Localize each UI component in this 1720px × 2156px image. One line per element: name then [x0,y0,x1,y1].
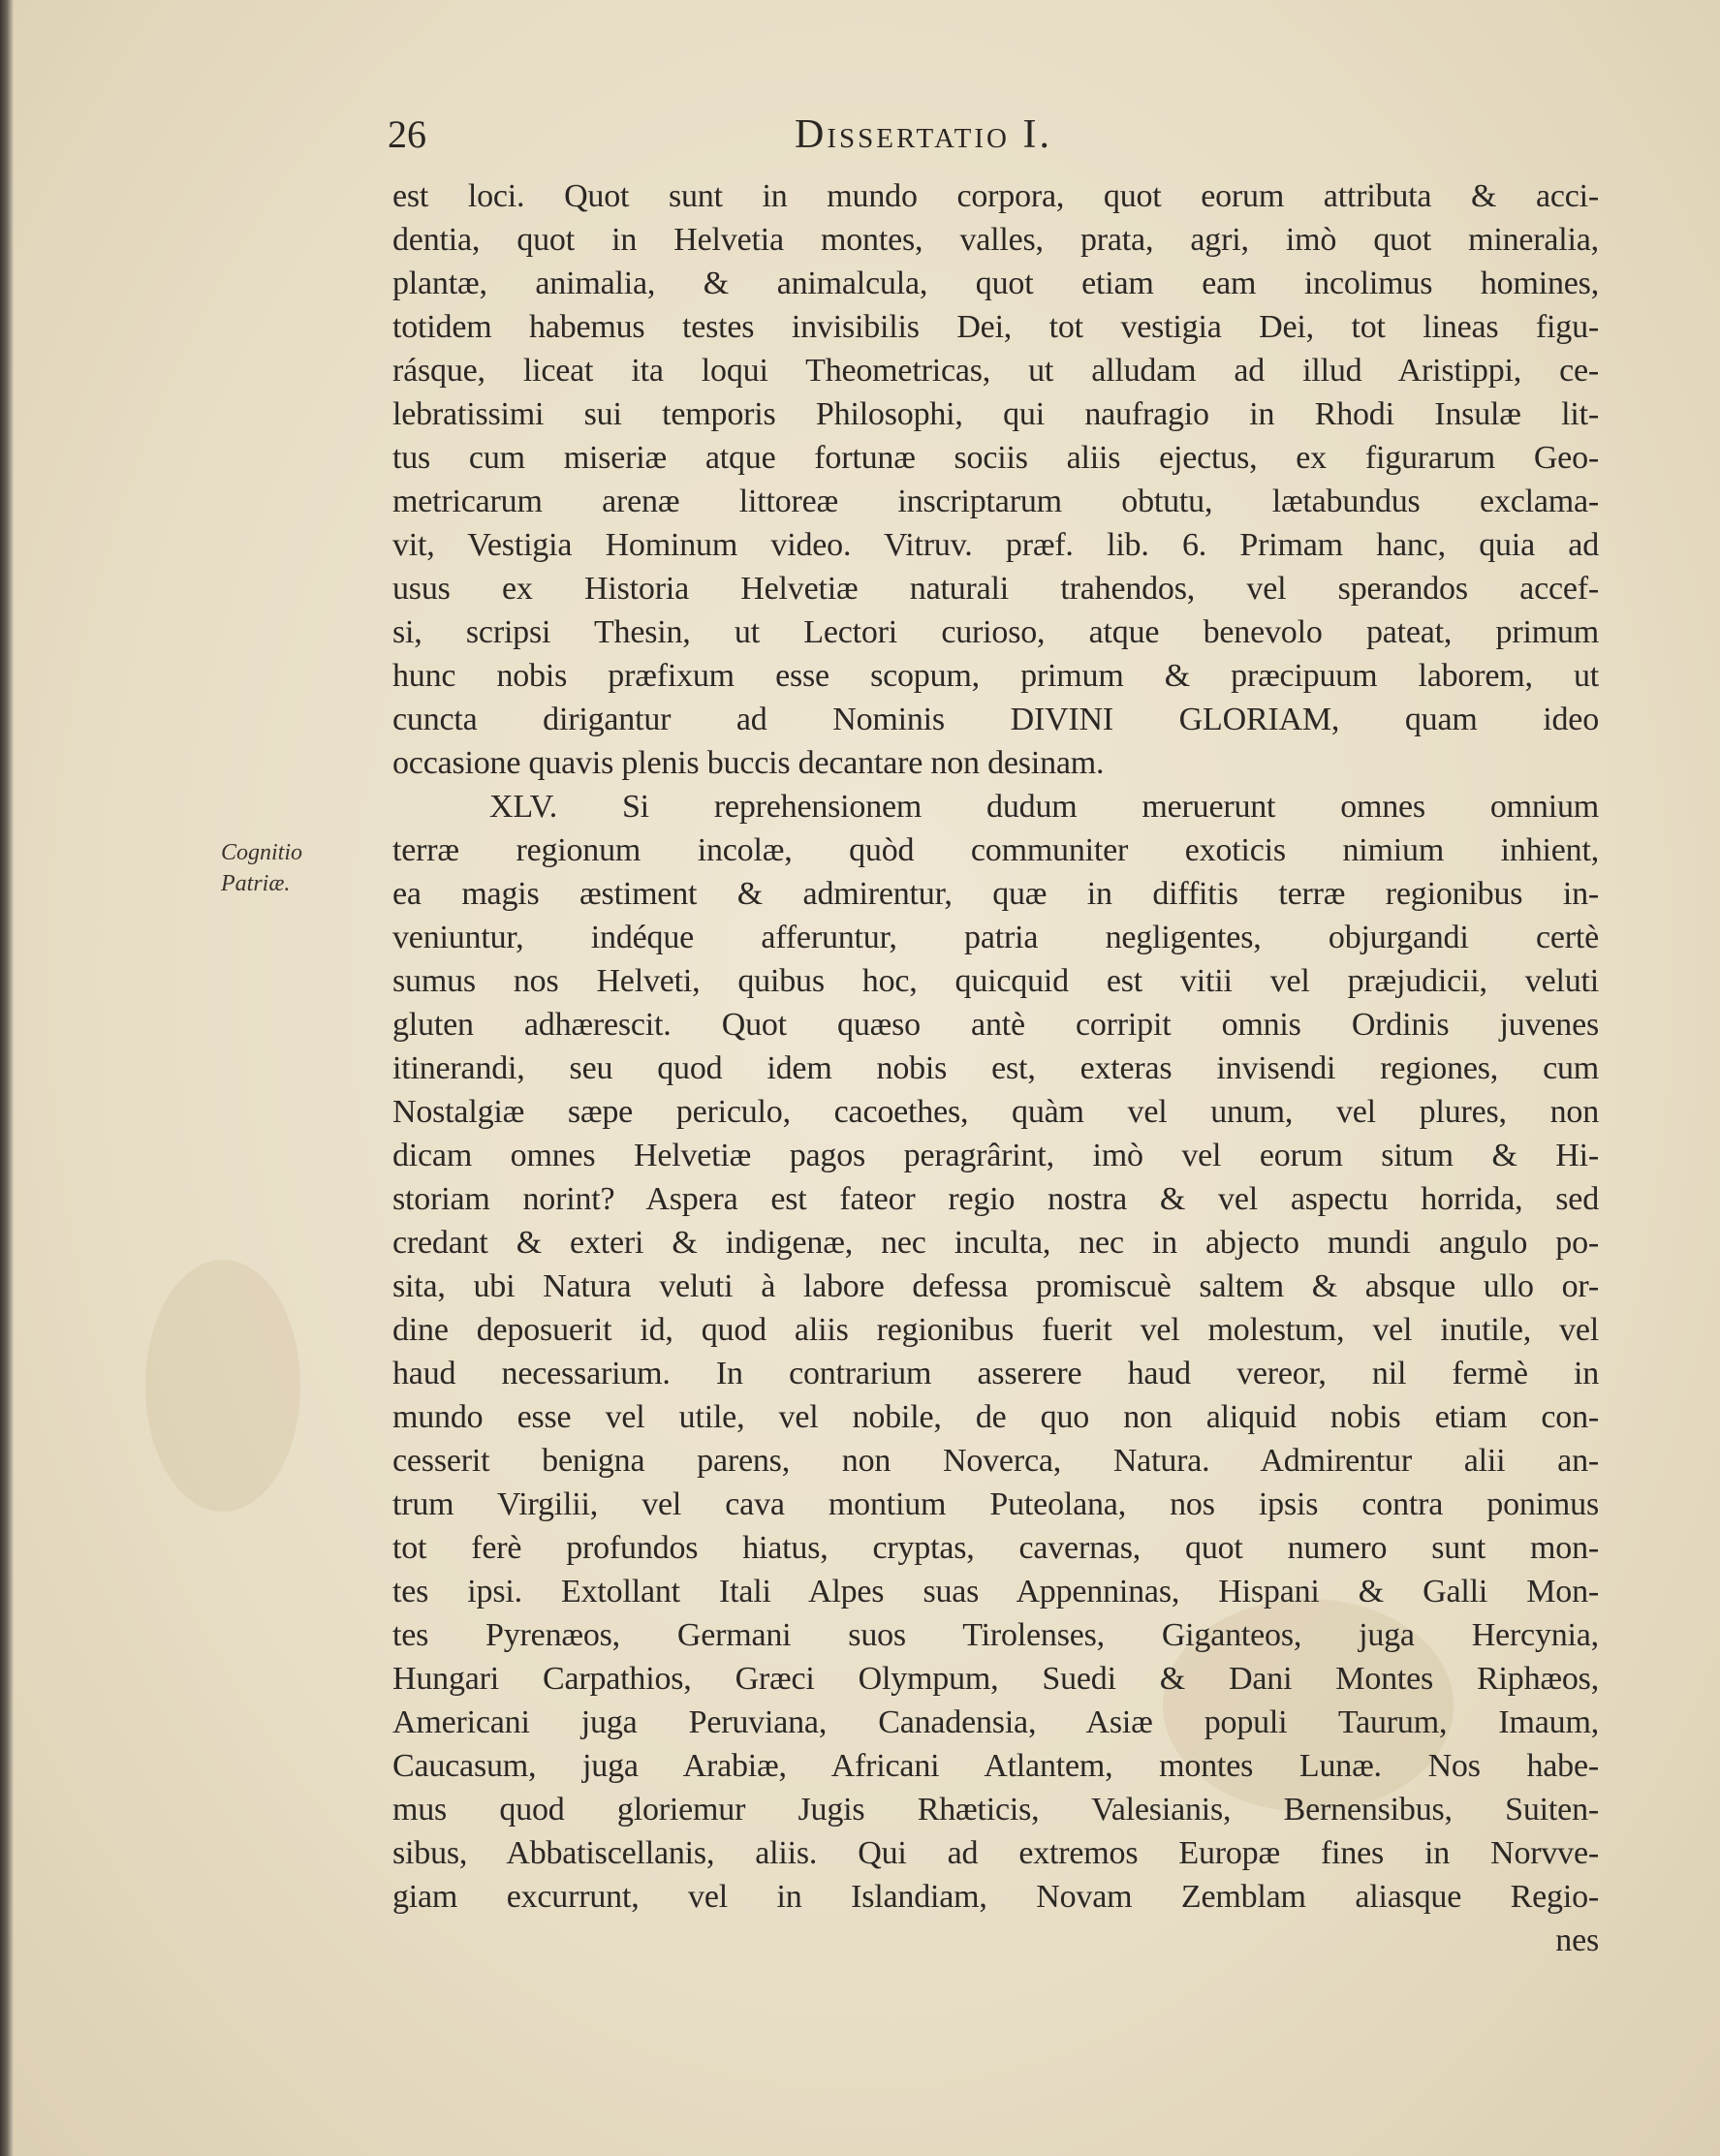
text-line: Americani juga Peruviana, Canadensia, Asiæ populi Taurum, Imaum, [392,1704,1599,1740]
text-line: totidem habemus testes invisibilis Dei, tot vestigia Dei, tot lineas figu- [392,309,1599,345]
text-line: veniuntur, indéque afferuntur, patria negligentes, objurgandi certè [392,920,1599,955]
text-line: est loci. Quot sunt in mundo corpora, quot eorum attributa & acci- [392,178,1599,214]
marginal-note-line: Patriæ. [221,871,291,896]
text-line: terræ regionum incolæ, quòd communiter exoticis nimium inhient, [392,832,1599,868]
text-line: itinerandi, seu quod idem nobis est, exteras invisendi regiones, cum [392,1050,1599,1086]
page-header [388,111,1599,170]
text-line: storiam norint? Aspera est fateor regio nostra & vel aspectu horrida, sed [392,1181,1599,1217]
text-line: si, scripsi Thesin, ut Lectori curioso, atque benevolo pateat, primum [392,614,1599,650]
text-line: dentia, quot in Helvetia montes, valles, prata, agri, imò quot mineralia, [392,222,1599,258]
text-line: tes ipsi. Extollant Itali Alpes suas Appenninas, Hispani & Galli Mon- [392,1574,1599,1609]
text-line: usus ex Historia Helvetiæ naturali trahendos, vel sperandos accef- [392,571,1599,607]
text-line: dine deposuerit id, quod aliis regionibus fuerit vel molestum, vel inutile, vel [392,1312,1599,1348]
text-line: giam excurrunt, vel in Islandiam, Novam Zemblam aliasque Regio- [392,1879,1599,1915]
text-line: gluten adhærescit. Quot quæso antè corripit omnis Ordinis juvenes [392,1007,1599,1043]
page-number: 26 [388,112,426,156]
text-line: dicam omnes Helvetiæ pagos peragrârint, imò vel eorum situm & Hi- [392,1138,1599,1173]
text-line: hunc nobis præfixum esse scopum, primum & præcipuum laborem, ut [392,658,1599,694]
text-line: cuncta dirigantur ad Nominis DIVINI GLORIAM, quam ideo [392,702,1599,737]
section-heading-line: XLV. Si reprehensionem dudum meruerunt omnes omnium [489,789,1599,825]
running-head: Dissertatio I. [795,112,1052,157]
text-line: sumus nos Helveti, quibus hoc, quicquid est vitii vel præjudicii, veluti [392,963,1599,999]
text-line: tus cum miseriæ atque fortunæ sociis aliis ejectus, ex figurarum Geo- [392,440,1599,476]
text-line: haud necessarium. In contrarium asserere haud vereor, nil fermè in [392,1356,1599,1391]
text-line: sita, ubi Natura veluti à labore defessa promiscuè saltem & absque ullo or- [392,1268,1599,1304]
text-line: rásque, liceat ita loqui Theometricas, ut alludam ad illud Aristippi, ce- [392,353,1599,389]
text-line: Nostalgiæ sæpe periculo, cacoethes, quàm vel unum, vel plures, non [392,1094,1599,1130]
body-text [392,174,1599,1962]
text-line: trum Virgilii, vel cava montium Puteolana, nos ipsis contra ponimus [392,1486,1599,1522]
text-line: metricarum arenæ littoreæ inscriptarum obtutu, lætabundus exclama- [392,484,1599,519]
text-line: tot ferè profundos hiatus, cryptas, cavernas, quot numero sunt mon- [392,1530,1599,1566]
text-line: lebratissimi sui temporis Philosophi, qui naufragio in Rhodi Insulæ lit- [392,396,1599,432]
text-line: vit, Vestigia Hominum video. Vitruv. præf. lib. 6. Primam hanc, quia ad [392,527,1599,563]
text-line: tes Pyrenæos, Germani suos Tirolenses, Giganteos, juga Hercynia, [392,1617,1599,1653]
text-line: Caucasum, juga Arabiæ, Africani Atlantem, montes Lunæ. Nos habe- [392,1748,1599,1784]
text-line: mus quod gloriemur Jugis Rhæticis, Valesianis, Bernensibus, Suiten- [392,1792,1599,1828]
text-line: sibus, Abbatiscellanis, aliis. Qui ad extremos Europæ fines in Norvve- [392,1835,1599,1871]
text-line: occasione quavis plenis buccis decantare non desinam. [392,745,1105,781]
text-line: plantæ, animalia, & animalcula, quot etiam eam incolimus homines, [392,266,1599,301]
marginal-note [221,837,366,899]
text-line: cesserit benigna parens, non Noverca, Natura. Admirentur alii an- [392,1443,1599,1479]
marginal-note-line: Cognitio [221,840,303,865]
text-line: credant & exteri & indigenæ, nec inculta, nec in abjecto mundi angulo po- [392,1225,1599,1261]
catchword: nes [1555,1922,1599,1958]
paper-stain [145,1260,300,1512]
page-edge-shadow [0,0,14,2156]
text-line: Hungari Carpathios, Græci Olympum, Suedi & Dani Montes Riphæos, [392,1661,1599,1697]
text-line: ea magis æstiment & admirentur, quæ in diffitis terræ regionibus in- [392,876,1599,912]
text-line: mundo esse vel utile, vel nobile, de quo non aliquid nobis etiam con- [392,1399,1599,1435]
